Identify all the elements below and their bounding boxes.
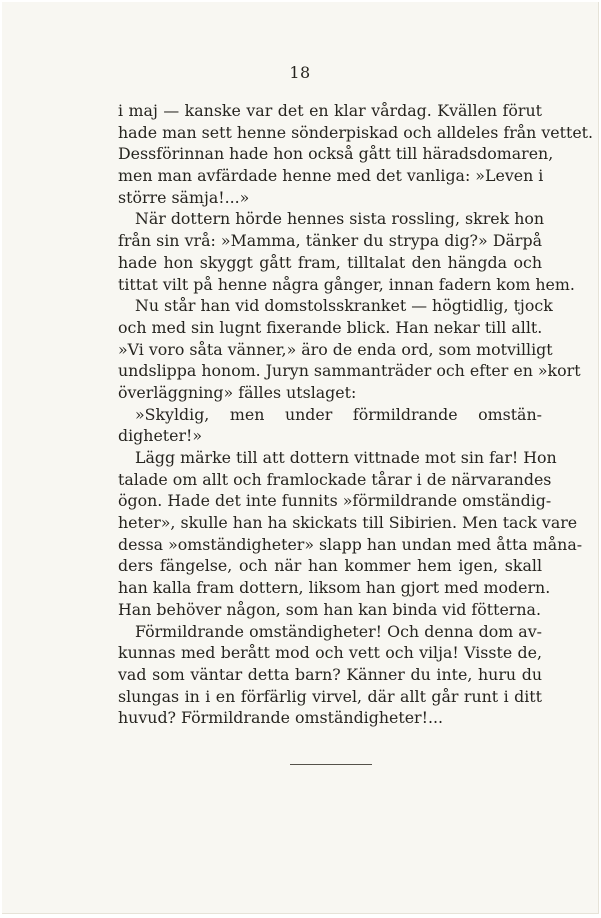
page-number: 18 — [289, 63, 311, 82]
text-line: huvud? Förmildrande omständigheter!... — [118, 708, 444, 728]
section-divider — [290, 764, 372, 765]
text-line: och med sin lugnt fixerande blick. Han nekar till allt. — [118, 317, 543, 337]
text-line: ders fängelse, och när han kommer hem igen, skall — [118, 556, 542, 576]
text-line: vad som väntar detta barn? Känner du inte, huru du — [118, 664, 542, 684]
text-line: Nu står han vid domstolsskranket — högtidlig, tjock — [135, 296, 553, 316]
text-line: hade man sett henne sönderpiskad och alldeles från vettet. — [118, 122, 594, 142]
text-line: talade om allt och framlockade tårar i de närvarandes — [118, 469, 552, 489]
text-line: heter», skulle han ha skickats till Sibirien. Men tack vare — [118, 513, 578, 533]
text-line: från sin vrå: »Mamma, tänker du strypa dig?» Därpå — [118, 231, 542, 251]
body-text — [118, 100, 594, 729]
text-line: dessa »omständigheter» slapp han undan med åtta måna- — [118, 534, 583, 554]
text-line: Lägg märke till att dottern vittnade mot sin far! Hon — [135, 448, 557, 467]
text-line: »Skyldig, men under förmildrande omstän- — [135, 404, 542, 424]
text-line: slungas in i en förfärlig virvel, där allt går runt i ditt — [118, 686, 542, 706]
text-line: kunnas med berått mod och vett och vilja! Visste de, — [118, 643, 542, 663]
text-line: Han behöver någon, som han kan binda vid fötterna. — [118, 599, 541, 619]
text-line: ögon. Hade det inte funnits »förmildrande omständig- — [118, 491, 552, 511]
text-line: Dessförinnan hade hon också gått till häradsdomaren, — [118, 144, 554, 164]
text-line: större sämja!...» — [118, 187, 250, 207]
text-line: Förmildrande omständigheter! Och denna dom av- — [135, 621, 542, 641]
text-line: När dottern hörde hennes sista rossling, skrek hon — [135, 209, 545, 229]
text-line: tittat vilt på henne några gånger, innan fadern kom hem. — [118, 274, 575, 294]
text-line: men man avfärdade henne med det vanliga: »Leven i — [118, 166, 544, 186]
text-line: undslippa honom. Juryn sammanträder och efter en »kort — [118, 361, 581, 381]
text-line: hade hon skyggt gått fram, tilltalat den hängda och — [118, 252, 542, 272]
book-page — [2, 2, 599, 914]
text-line: i maj — kanske var det en klar vårdag. Kvällen förut — [118, 101, 542, 120]
text-line: han kalla fram dottern, liksom han gjort med modern. — [118, 578, 551, 598]
text-line: »Vi voro såta vänner,» äro de enda ord, som motvilligt — [118, 339, 553, 359]
text-line: digheter!» — [118, 426, 203, 446]
text-line: överläggning» fälles utslaget: — [118, 382, 357, 402]
